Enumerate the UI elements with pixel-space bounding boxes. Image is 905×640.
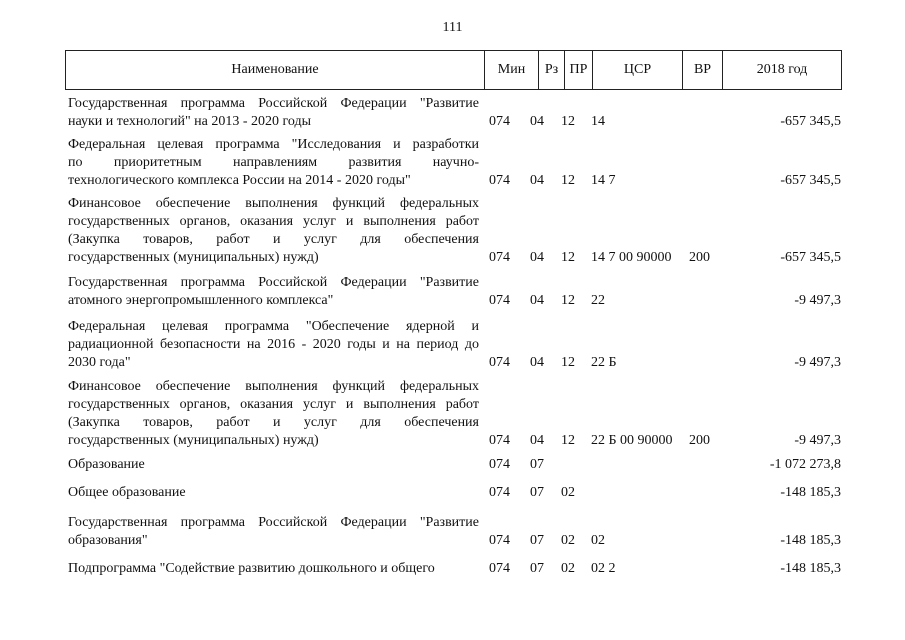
row-rz: 04 xyxy=(530,173,544,188)
header-min: Мин xyxy=(484,51,538,89)
row-vr: 200 xyxy=(689,433,710,448)
row-csr: 14 xyxy=(591,114,605,129)
row-name-line: 2030 года" xyxy=(68,355,131,370)
row-rz: 04 xyxy=(530,355,544,370)
row-amount: -148 185,3 xyxy=(780,561,841,576)
row-name-line: Государственная программа Российской Федерации "Развитие xyxy=(68,96,479,111)
row-pr: 12 xyxy=(561,173,575,188)
row-name-line: Финансовое обеспечение выполнения функций федеральных xyxy=(68,379,479,394)
row-name-line: государственных органов, оказания услуг и выполнения работ xyxy=(68,214,479,229)
row-vr: 200 xyxy=(689,250,710,265)
row-pr: 12 xyxy=(561,433,575,448)
row-min: 074 xyxy=(489,561,510,576)
row-rz: 07 xyxy=(530,485,544,500)
row-name xyxy=(68,456,479,474)
row-name-line: Подпрограмма "Содействие развитию дошкольного и общего xyxy=(68,561,435,576)
header-year: 2018 год xyxy=(722,51,841,89)
row-amount: -9 497,3 xyxy=(794,293,841,308)
page-number: 111 xyxy=(442,20,463,35)
row-amount: -657 345,5 xyxy=(780,250,841,265)
row-name-line: Федеральная целевая программа "Обеспечение ядерной и xyxy=(68,319,479,334)
row-pr: 02 xyxy=(561,561,575,576)
row-name-line: Общее образование xyxy=(68,485,186,500)
row-name xyxy=(68,318,479,372)
row-amount: -9 497,3 xyxy=(794,355,841,370)
header-csr: ЦСР xyxy=(592,51,682,89)
row-rz: 04 xyxy=(530,293,544,308)
row-pr: 12 xyxy=(561,293,575,308)
row-csr: 22 Б 00 90000 xyxy=(591,433,673,448)
row-name-line: по приоритетным направлениям развития научно- xyxy=(68,155,479,170)
row-name xyxy=(68,484,479,502)
row-rz: 07 xyxy=(530,561,544,576)
row-rz: 07 xyxy=(530,533,544,548)
row-name-line: атомного энергопромышленного комплекса" xyxy=(68,293,334,308)
row-name-line: радиационной безопасности на 2016 - 2020 годы и на период до xyxy=(68,337,479,352)
row-csr: 02 xyxy=(591,533,605,548)
row-name-line: государственных (муниципальных) нужд) xyxy=(68,433,319,448)
row-csr: 22 Б xyxy=(591,355,617,370)
row-name xyxy=(68,378,479,450)
header-name: Наименование xyxy=(231,62,319,77)
row-name-line: Образование xyxy=(68,457,145,472)
row-name-line: Государственная программа Российской Федерации "Развитие xyxy=(68,515,479,530)
row-csr: 14 7 00 90000 xyxy=(591,250,672,265)
row-min: 074 xyxy=(489,457,510,472)
row-min: 074 xyxy=(489,533,510,548)
row-rz: 07 xyxy=(530,457,544,472)
row-pr: 12 xyxy=(561,250,575,265)
row-amount: -1 072 273,8 xyxy=(769,457,841,472)
row-csr: 14 7 xyxy=(591,173,616,188)
row-min: 074 xyxy=(489,355,510,370)
header-pr: ПР xyxy=(564,51,592,89)
row-pr: 12 xyxy=(561,355,575,370)
row-amount: -657 345,5 xyxy=(780,114,841,129)
row-pr: 02 xyxy=(561,485,575,500)
row-name xyxy=(68,195,479,267)
row-min: 074 xyxy=(489,433,510,448)
row-amount: -148 185,3 xyxy=(780,533,841,548)
table-header xyxy=(65,50,842,90)
row-name-line: государственных органов, оказания услуг и выполнения работ xyxy=(68,397,479,412)
row-amount: -9 497,3 xyxy=(794,433,841,448)
row-name xyxy=(68,514,479,550)
row-name-line: науки и технологий" на 2013 - 2020 годы xyxy=(68,114,312,129)
row-name xyxy=(68,136,479,190)
row-rz: 04 xyxy=(530,433,544,448)
row-min: 074 xyxy=(489,293,510,308)
row-name-line: Государственная программа Российской Федерации "Развитие xyxy=(68,275,479,290)
row-rz: 04 xyxy=(530,250,544,265)
row-name xyxy=(68,274,479,310)
row-name-line: (Закупка товаров, работ и услуг для обеспечения xyxy=(68,232,479,247)
row-pr: 12 xyxy=(561,114,575,129)
row-min: 074 xyxy=(489,173,510,188)
row-amount: -657 345,5 xyxy=(780,173,841,188)
row-name xyxy=(68,95,479,131)
row-pr: 02 xyxy=(561,533,575,548)
row-csr: 02 2 xyxy=(591,561,616,576)
row-rz: 04 xyxy=(530,114,544,129)
row-name-line: (Закупка товаров, работ и услуг для обеспечения xyxy=(68,415,479,430)
header-vr: ВР xyxy=(682,51,722,89)
row-name-line: Финансовое обеспечение выполнения функций федеральных xyxy=(68,196,479,211)
row-min: 074 xyxy=(489,114,510,129)
row-name-line: Федеральная целевая программа "Исследования и разработки xyxy=(68,137,479,152)
header-rz: Рз xyxy=(538,51,564,89)
row-csr: 22 xyxy=(591,293,605,308)
row-name xyxy=(68,560,479,578)
row-name-line: государственных (муниципальных) нужд) xyxy=(68,250,319,265)
row-min: 074 xyxy=(489,485,510,500)
row-min: 074 xyxy=(489,250,510,265)
row-name-line: образования" xyxy=(68,533,148,548)
row-amount: -148 185,3 xyxy=(780,485,841,500)
row-name-line: технологического комплекса России на 2014 - 2020 годы" xyxy=(68,173,411,188)
